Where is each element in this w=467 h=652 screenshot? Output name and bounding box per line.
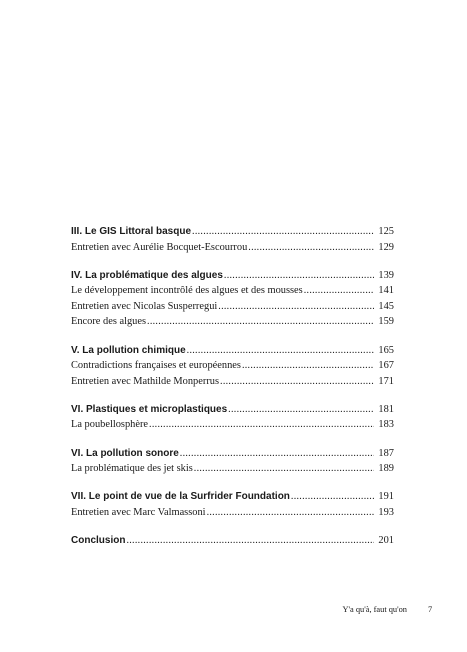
dot-leader xyxy=(147,314,374,330)
toc-entry-page-number: 145 xyxy=(378,300,394,312)
dot-leader xyxy=(304,283,375,299)
toc-entry-label: Entretien avec Nicolas Susperregui xyxy=(71,300,218,312)
toc-entry-page-number: 181 xyxy=(378,403,394,415)
toc-section xyxy=(71,402,394,433)
toc-entry-page-number: 139 xyxy=(378,269,394,281)
toc-entry-page-number: 183 xyxy=(378,419,394,431)
toc-section xyxy=(71,268,394,330)
dot-leader xyxy=(207,505,375,521)
table-of-contents xyxy=(71,224,394,561)
toc-subentry xyxy=(71,417,394,433)
toc-chapter-entry xyxy=(71,446,394,462)
toc-entry-label: La problématique des jet skis xyxy=(71,463,193,475)
toc-entry-label: Conclusion xyxy=(71,534,126,546)
dot-leader xyxy=(187,343,375,359)
toc-chapter-entry xyxy=(71,489,394,505)
toc-entry-page-number: 187 xyxy=(378,447,394,459)
dot-leader xyxy=(149,417,374,433)
dot-leader xyxy=(228,402,374,418)
toc-entry-label: Le développement incontrôlé des algues et des mousses xyxy=(71,285,303,297)
toc-subentry xyxy=(71,314,394,330)
running-title: Y'a qu'à, faut qu'on xyxy=(342,605,407,614)
toc-section xyxy=(71,489,394,520)
dot-leader xyxy=(194,461,375,477)
toc-entry-label: V. La pollution chimique xyxy=(71,344,186,356)
toc-section xyxy=(71,343,394,390)
toc-entry-page-number: 159 xyxy=(378,316,394,328)
toc-entry-page-number: 191 xyxy=(378,491,394,503)
toc-entry-page-number: 125 xyxy=(378,226,394,237)
dot-leader xyxy=(242,358,374,374)
toc-subentry xyxy=(71,374,394,390)
toc-entry-page-number: 167 xyxy=(378,360,394,372)
dot-leader xyxy=(291,489,375,505)
toc-section xyxy=(71,446,394,477)
toc-entry-page-number: 193 xyxy=(378,506,394,518)
toc-chapter-entry xyxy=(71,343,394,359)
dot-leader xyxy=(180,446,375,462)
toc-subentry xyxy=(71,461,394,477)
toc-subentry xyxy=(71,358,394,374)
toc-entry-label: VII. Le point de vue de la Surfrider Foundation xyxy=(71,491,290,503)
toc-entry-page-number: 165 xyxy=(378,344,394,356)
toc-entry-label: III. Le GIS Littoral basque xyxy=(71,226,192,237)
toc-section xyxy=(71,224,394,255)
toc-subentry xyxy=(71,283,394,299)
toc-chapter-entry xyxy=(71,402,394,418)
toc-entry-page-number: 189 xyxy=(378,463,394,475)
dot-leader xyxy=(220,374,374,390)
toc-entry-page-number: 201 xyxy=(378,534,394,546)
toc-entry-page-number: 171 xyxy=(378,375,394,387)
toc-entry-page-number: 141 xyxy=(378,285,394,297)
toc-entry-label: VI. Plastiques et microplastiques xyxy=(71,403,228,415)
toc-chapter-entry xyxy=(71,533,394,549)
toc-section xyxy=(71,533,394,549)
toc-entry-label: Entretien avec Aurélie Bocquet-Escourrou xyxy=(71,241,248,253)
toc-subentry xyxy=(71,299,394,315)
dot-leader xyxy=(192,224,374,240)
toc-chapter-entry xyxy=(71,268,394,284)
toc-entry-label: Entretien avec Mathilde Monperrus xyxy=(71,375,220,387)
toc-entry-page-number: 129 xyxy=(378,241,394,253)
dot-leader xyxy=(224,268,375,284)
toc-entry-label: IV. La problématique des algues xyxy=(71,269,223,281)
toc-entry-label: La poubellosphère xyxy=(71,419,149,431)
toc-subentry xyxy=(71,505,394,521)
dot-leader xyxy=(126,533,374,549)
dot-leader xyxy=(218,299,374,315)
toc-entry-label: VI. La pollution sonore xyxy=(71,447,179,459)
toc-chapter-entry xyxy=(71,224,394,240)
toc-entry-label: Contradictions françaises et européennes xyxy=(71,360,241,372)
dot-leader xyxy=(248,240,374,256)
toc-entry-label: Entretien avec Marc Valmassoni xyxy=(71,506,206,518)
toc-entry-label: Encore des algues xyxy=(71,316,147,328)
toc-subentry xyxy=(71,240,394,256)
page-number: 7 xyxy=(428,605,433,614)
